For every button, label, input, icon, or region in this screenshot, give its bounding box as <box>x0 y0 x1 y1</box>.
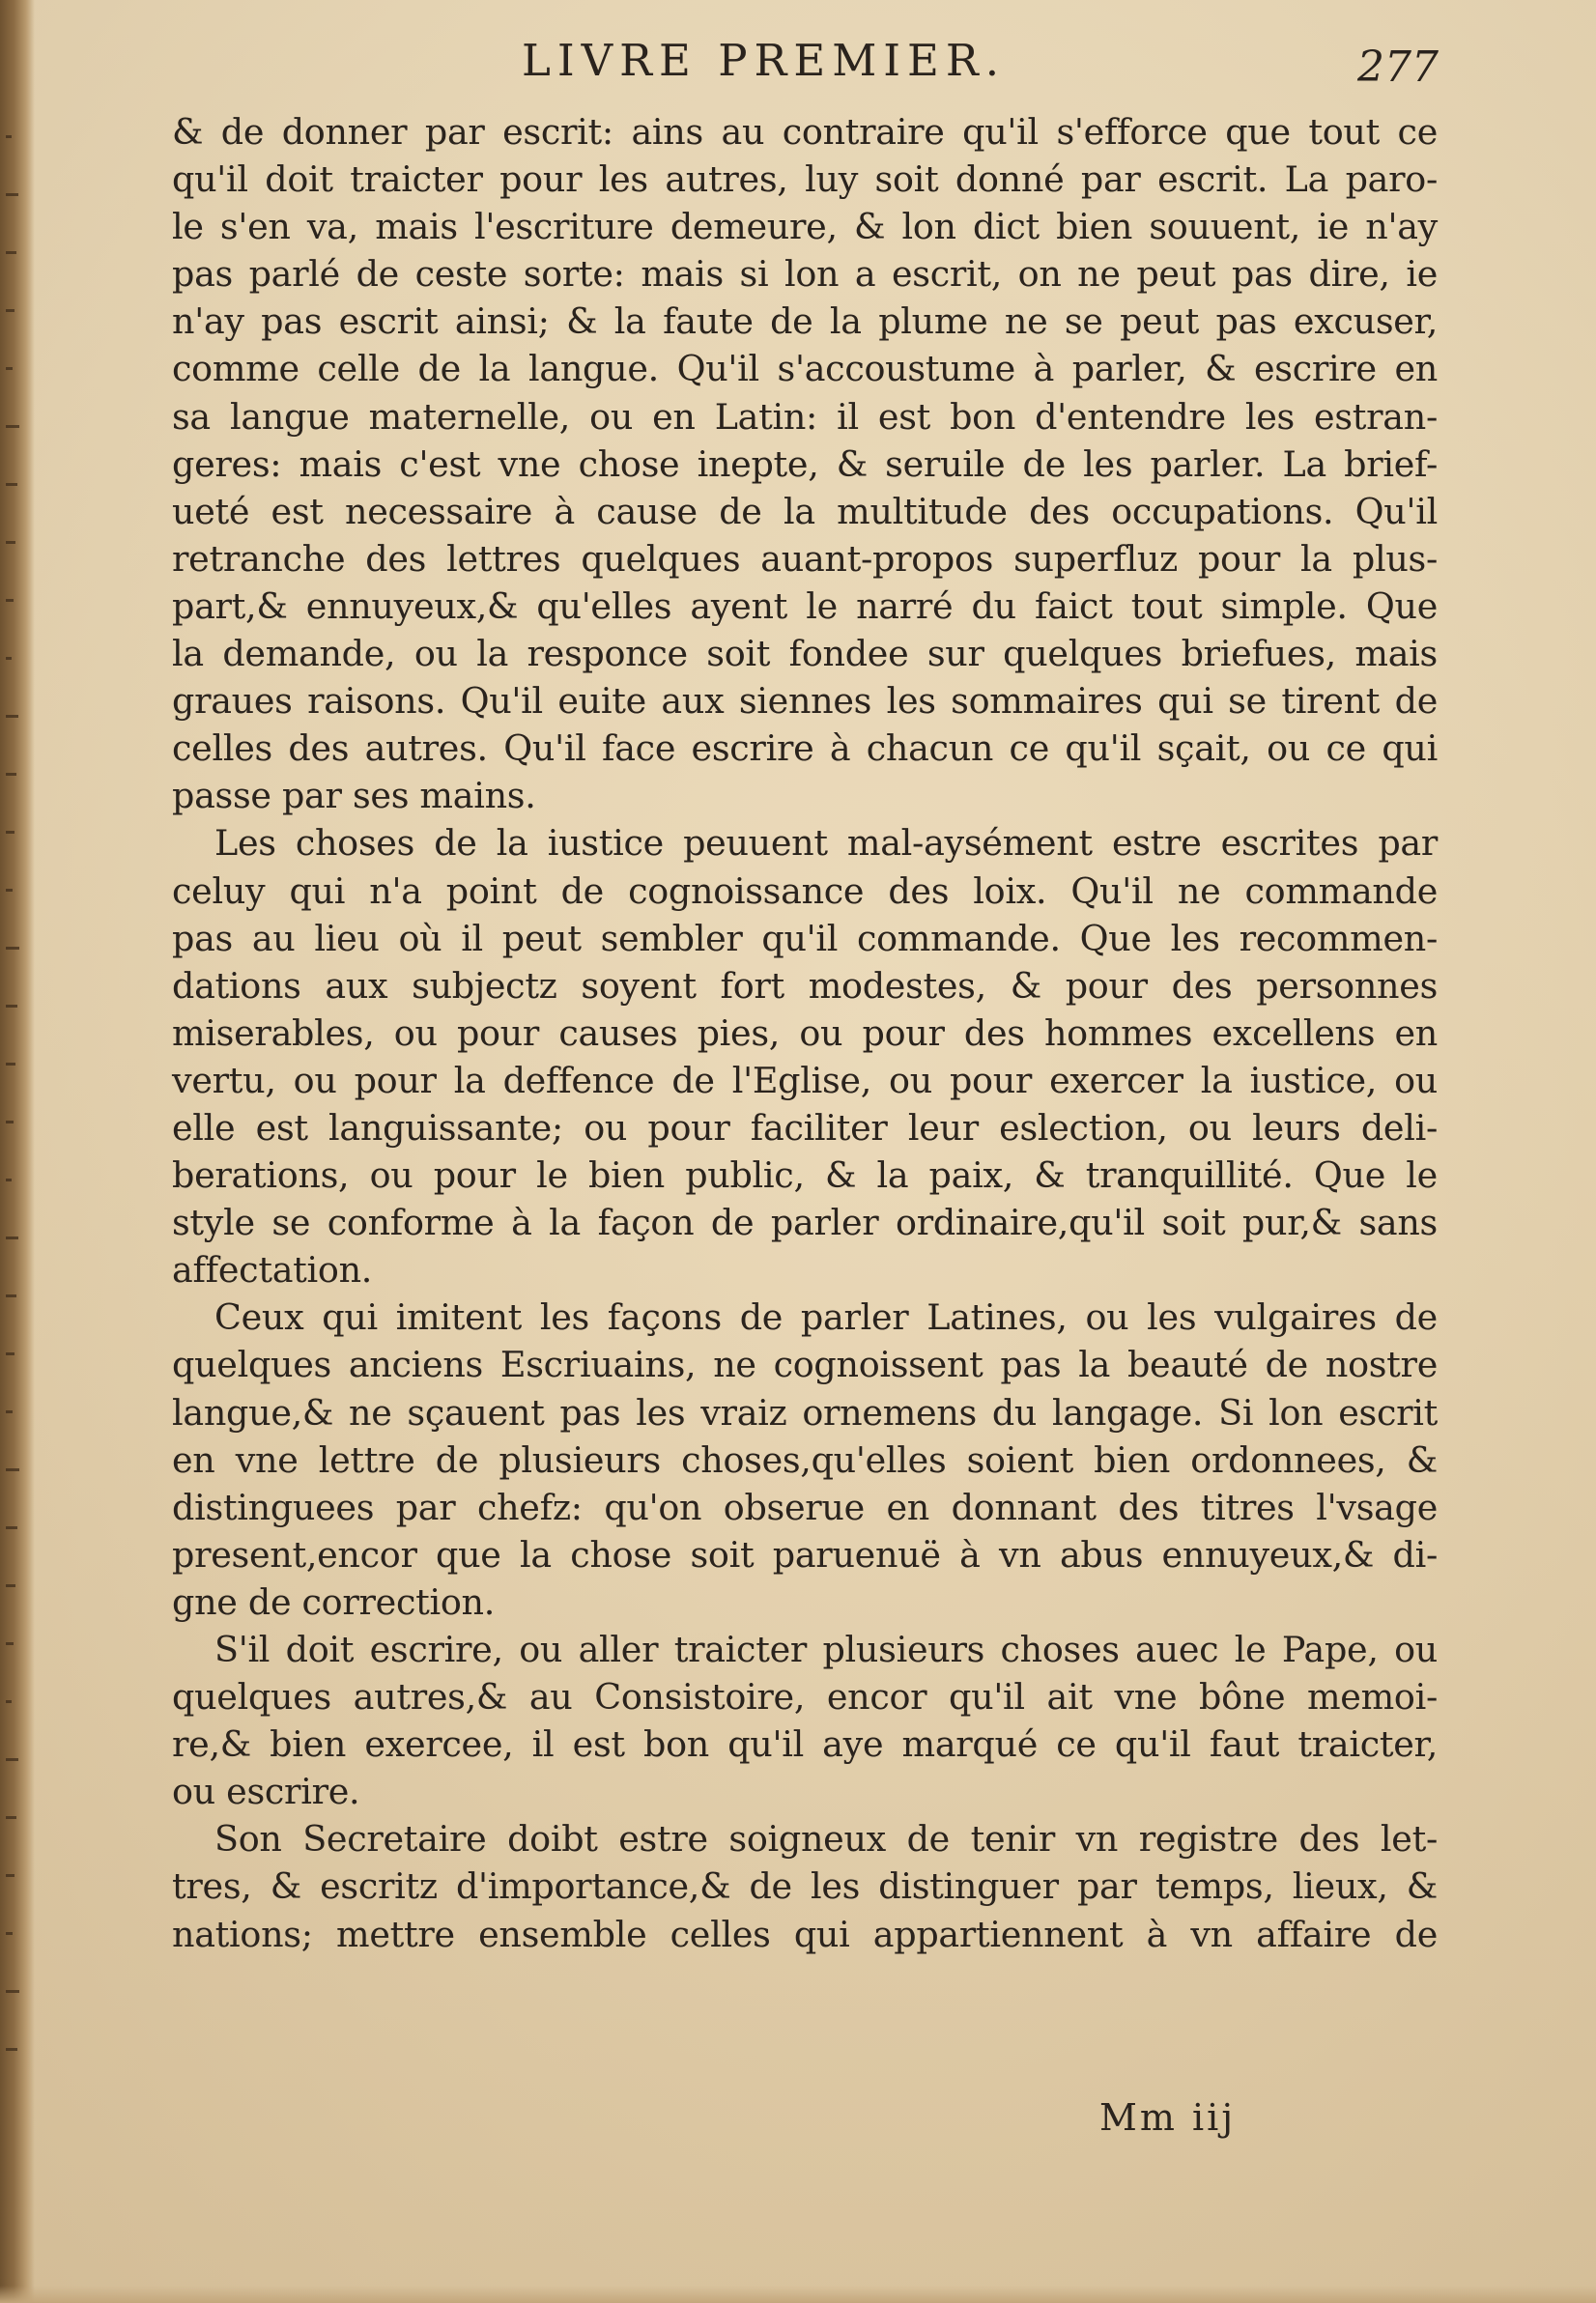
text-line: n'ay pas escrit ainsi; & la faute de la plume ne se peut pas excuser, <box>172 300 1438 343</box>
text-line: re,& bien exercee, il est bon qu'il aye marqué ce qu'il faut traicter, <box>172 1723 1438 1766</box>
text-line: nations; mettre ensemble celles qui appartiennent à vn affaire de <box>172 1913 1438 1955</box>
margin-tick <box>6 657 12 660</box>
margin-tick <box>6 831 14 834</box>
signature-mark: Mm iij <box>1099 2096 1237 2139</box>
margin-tick <box>6 309 14 312</box>
margin-tick <box>6 135 12 138</box>
text-line: pas parlé de ceste sorte: mais si lon a escrit, on ne peut pas dire, ie <box>172 253 1438 296</box>
text-line: le s'en va, mais l'escriture demeure, & lon dict bien souuent, ie n'ay <box>172 206 1438 248</box>
margin-tick <box>6 251 16 254</box>
margin-tick <box>6 1179 12 1181</box>
paragraph-start-line: Son Secretaire doibt estre soigneux de tenir vn registre des let- <box>214 1818 1438 1861</box>
text-line: vertu, ou pour la deffence de l'Eglise, ou pour exercer la iustice, ou <box>172 1059 1438 1101</box>
margin-tick <box>6 1874 14 1877</box>
margin-tick <box>6 599 14 602</box>
margin-tick <box>6 541 15 544</box>
text-line: affectation. <box>172 1249 373 1292</box>
margin-marks <box>0 0 35 2303</box>
margin-tick <box>6 1237 18 1239</box>
margin-tick <box>6 1758 18 1761</box>
text-line: present,encor que la chose soit paruenuë à vn abus ennuyeux,& di- <box>172 1533 1438 1576</box>
text-line: gne de correction. <box>172 1580 496 1623</box>
margin-tick <box>6 1410 13 1413</box>
margin-tick <box>6 1121 14 1123</box>
body-text <box>172 108 1438 1958</box>
text-line: tres, & escritz d'importance,& de les distinguer par temps, lieux, & <box>172 1865 1438 1908</box>
text-line: dations aux subjectz soyent fort modestes, & pour des personnes <box>172 964 1438 1007</box>
text-line: pas au lieu où il peut sembler qu'il commande. Que les recommen- <box>172 917 1438 959</box>
text-line: elle est languissante; ou pour faciliter leur eslection, ou leurs deli- <box>172 1106 1438 1149</box>
text-line: en vne lettre de plusieurs choses,qu'elles soient bien ordonnees, & <box>172 1438 1438 1481</box>
margin-tick <box>6 2048 17 2051</box>
text-line: retranche des lettres quelques auant-propos superfluz pour la plus- <box>172 537 1438 580</box>
margin-tick <box>6 425 19 428</box>
margin-tick <box>6 1063 15 1066</box>
text-line: passe par ses mains. <box>172 775 536 817</box>
text-line: ueté est necessaire à cause de la multitude des occupations. Qu'il <box>172 490 1438 532</box>
margin-tick <box>6 367 13 370</box>
text-line: celuy qui n'a point de cognoissance des loix. Qu'il ne commande <box>172 869 1438 912</box>
text-line: quelques autres,& au Consistoire, encor qu'il ait vne bône memoi- <box>172 1676 1438 1719</box>
text-line: style se conforme à la façon de parler ordinaire,qu'il soit pur,& sans <box>172 1202 1438 1244</box>
text-line: geres: mais c'est vne chose inepte, & seruile de les parler. La brief- <box>172 442 1438 485</box>
text-line: berations, ou pour le bien public, & la paix, & tranquillité. Que le <box>172 1154 1438 1197</box>
margin-tick <box>6 947 19 950</box>
margin-tick <box>6 1005 17 1008</box>
margin-tick <box>6 1584 15 1587</box>
margin-tick <box>6 1990 19 1993</box>
margin-tick <box>6 715 18 718</box>
margin-tick <box>6 193 18 196</box>
text-line: comme celle de la langue. Qu'il s'accoustume à parler, & escrire en <box>172 348 1438 390</box>
text-line: ou escrire. <box>172 1771 360 1813</box>
text-line: celles des autres. Qu'il face escrire à chacun ce qu'il sçait, ou ce qui <box>172 727 1438 770</box>
margin-tick <box>6 1816 16 1819</box>
paragraph-start-line: Ceux qui imitent les façons de parler Latines, ou les vulgaires de <box>214 1296 1438 1339</box>
text-line: sa langue maternelle, ou en Latin: il est bon d'entendre les estran- <box>172 395 1438 438</box>
margin-tick <box>6 889 13 892</box>
text-line: quelques anciens Escriuains, ne cognoissent pas la beauté de nostre <box>172 1344 1438 1386</box>
text-line: la demande, ou la responce soit fondee sur quelques briefues, mais <box>172 633 1438 675</box>
text-line: graues raisons. Qu'il euite aux siennes les sommaires qui se tirent de <box>172 680 1438 723</box>
margin-tick <box>6 773 16 776</box>
text-line: miserables, ou pour causes pies, ou pour des hommes excellens en <box>172 1011 1438 1054</box>
page-number: 277 <box>1357 43 1439 92</box>
margin-tick <box>6 1700 12 1703</box>
margin-tick <box>6 1294 16 1297</box>
text-line: & de donner par escrit: ains au contraire qu'il s'efforce que tout ce <box>172 111 1438 153</box>
text-line: part,& ennuyeux,& qu'elles ayent le narré du faict tout simple. Que <box>172 584 1438 627</box>
paragraph-start-line: S'il doit escrire, ou aller traicter plusieurs choses auec le Pape, ou <box>214 1629 1438 1670</box>
margin-tick <box>6 1526 17 1529</box>
running-head: LIVRE PREMIER. <box>522 35 1007 86</box>
margin-tick <box>6 1352 14 1355</box>
margin-tick <box>6 1468 19 1471</box>
text-line: langue,& ne sçauent pas les vraiz ornemens du langage. Si lon escrit <box>172 1391 1438 1434</box>
text-line: distinguees par chefz: qu'on obserue en donnant des titres l'vsage <box>172 1486 1438 1528</box>
margin-tick <box>6 1932 13 1935</box>
text-line: qu'il doit traicter pour les autres, luy soit donné par escrit. La paro- <box>172 158 1438 201</box>
margin-tick <box>6 1642 14 1645</box>
paragraph-start-line: Les choses de la iustice peuuent mal-aysément estre escrites par <box>214 822 1438 865</box>
page-bottom-edge <box>0 2286 1596 2303</box>
margin-tick <box>6 483 17 486</box>
